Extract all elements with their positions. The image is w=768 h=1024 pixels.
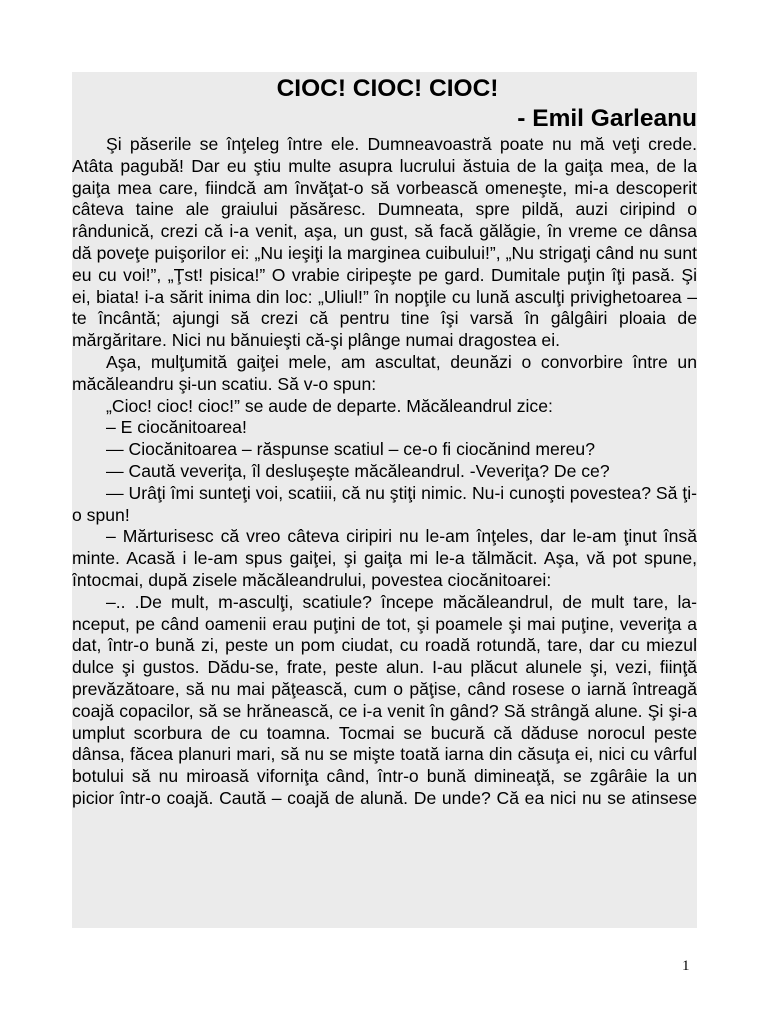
paragraph: Aşa, mulţumită gaiţei mele, am ascultat, deunăzi o convorbire între un măcăleandru şi-un scatiu. Să v-o spun: [72, 351, 697, 394]
paragraph: Şi păserile se înţeleg între ele. Dumneavoastră poate nu mă veţi crede. Atâta pagubă! Dar eu ştiu multe asupra lucrului ăstuia de la gaiţa mea, de la gaiţa mea care, fiindcă am învăţat-o să vorbească omeneşte, mi-a descoperit câteva taine ale graiului păsăresc. Dumneata, spre pildă, auzi ciripind o rândunică, crezi că i-a venit, aşa, un gust, să facă gălăgie, în vreme ce dânsa dă poveţe puişorilor ei: „Nu ieşiţi la marginea cuibului!”, „Nu strigaţi când nu sunt eu cu voi!”, „Ţst! pisica!” O vrabie ciripeşte pe gard. Dumitale puţin îţi pasă. Şi ei, biata! i-a sărit inima din loc: „Uliul!” în nopţile cu lună asculţi privighetoarea – te încântă; ajungi să crezi că pentru tine îşi varsă în gâlgâiri ploaia de mărgăritare. Nici nu bănuieşti că-şi plânge numai dragostea ei. [72, 134, 697, 351]
story-title: CIOC! CIOC! CIOC! [276, 75, 499, 102]
story-author: - Emil Garleanu [517, 105, 697, 132]
page-number: 1 [682, 958, 690, 974]
paragraph: –.. .De mult, m-asculţi, scatiule? începe măcăleandrul, de mult tare, la-nceput, pe când oamenii erau puţini de tot, şi poamele şi mai puţine, veveriţa a dat, într-o bună zi, peste un pom ciudat, cu roadă rotundă, tare, dar cu miezul dulce şi gustos. Dădu-se, frate, peste alun. I-au plăcut alunele şi, vezi, fiinţă prevăzătoare, să nu mai păţească, cum o păţise, când rosese o iarnă întreagă coajă copacilor, să se hrănească, ce i-a venit în gând? Să strângă alune. Şi şi-a umplut scorbura de cu toamna. Tocmai se bucură că dăduse norocul peste dânsa, făcea planuri mari, să nu se mişte toată iarna din căsuţa ei, nici cu vârful botului să nu miroasă viforniţa când, într-o bună dimineaţă, se zgârâie la un picior într-o coajă. Caută – coajă de alună. De unde? Că ea nici nu se atinsese [72, 591, 697, 808]
paragraph: – Mărturisesc că vreo câteva ciripiri nu le-am înţeles, dar le-am ţinut însă minte. Acasă i le-am spus gaiţei, şi gaiţa mi le-a tălmăcit. Aşa, vă pot spune, întocmai, după zisele măcăleandrului, povestea ciocănitoarei: [72, 526, 697, 590]
paragraph: — Ciocănitoarea – răspunse scatiul – ce-o fi ciocănind mereu? [106, 439, 595, 460]
paragraph: — Urâţi îmi sunteţi voi, scatiii, că nu ştiţi nimic. Nu-i cunoşti povestea? Să ţi-o spun! [72, 482, 697, 525]
paragraph: – E ciocănitoarea! [106, 417, 247, 438]
paragraph: — Caută veveriţa, îl desluşeşte măcăleandrul. -Veveriţa? De ce? [106, 460, 610, 481]
paragraph: „Cioc! cioc! cioc!” se aude de departe. Măcăleandrul zice: [106, 395, 553, 416]
document-page-body [72, 72, 697, 928]
